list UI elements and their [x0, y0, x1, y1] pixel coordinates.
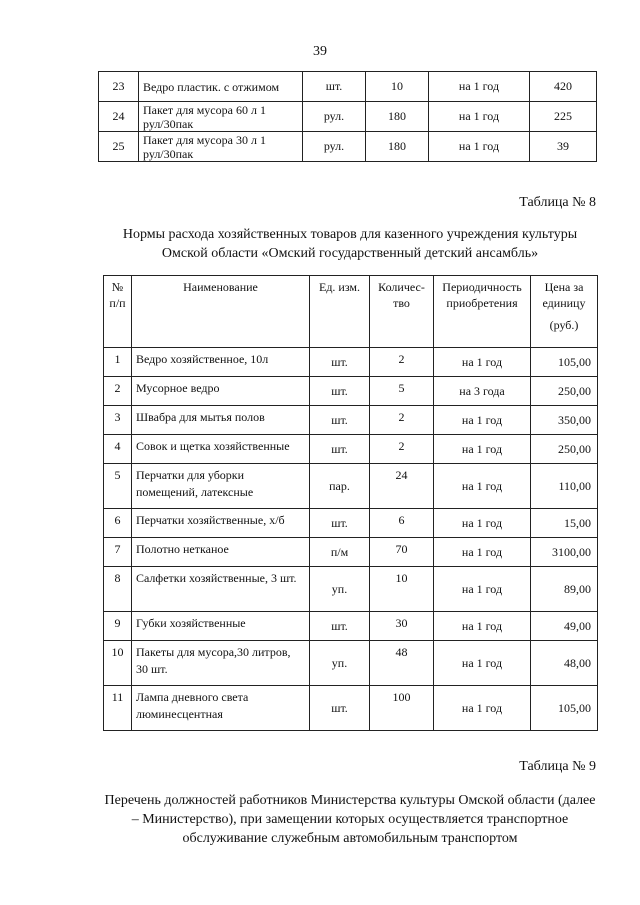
table-row [99, 132, 597, 162]
row-quantity: 180 [366, 102, 429, 132]
row-number: 5 [104, 464, 132, 509]
table8-header-row [104, 276, 598, 348]
row-price: 39 [530, 132, 597, 162]
row-name: Швабра для мытья полов [132, 406, 310, 435]
row-unit: шт. [303, 72, 366, 102]
table8-body [104, 348, 598, 731]
row-price: 350,00 [531, 406, 598, 435]
table-row [104, 435, 598, 464]
row-price: 89,00 [531, 567, 598, 612]
row-period: на 1 год [429, 132, 530, 162]
table8 [103, 275, 598, 731]
row-name: Ведро пластик. с отжимом [139, 72, 303, 102]
row-quantity: 180 [366, 132, 429, 162]
row-number: 7 [104, 538, 132, 567]
row-quantity: 2 [370, 406, 434, 435]
row-unit: пар. [310, 464, 370, 509]
row-quantity: 70 [370, 538, 434, 567]
table8-title: Нормы расхода хозяйственных товаров для казенного учреждения культуры Омской области «Омский государственный детский ансамбль» [122, 227, 578, 261]
row-name: Пакет для мусора 60 л 1 рул/30пак [139, 102, 303, 132]
row-name: Пакеты для мусора,30 литров, 30 шт. [132, 641, 310, 686]
previous-table-body [99, 72, 597, 162]
header-qty: Количес-тво [370, 276, 434, 348]
header-unit: Ед. изм. [310, 276, 370, 348]
header-name: Наименование [132, 276, 310, 348]
header-price [531, 276, 598, 348]
table8-label: Таблица № 8 [519, 195, 596, 210]
row-number: 2 [104, 377, 132, 406]
header-price-unit: (руб.) [549, 318, 579, 332]
row-number: 4 [104, 435, 132, 464]
row-period: на 1 год [434, 538, 531, 567]
row-number: 1 [104, 348, 132, 377]
row-name: Салфетки хозяйственные, 3 шт. [132, 567, 310, 612]
row-unit: рул. [303, 132, 366, 162]
table-row [104, 509, 598, 538]
row-name: Перчатки для уборки помещений, латексные [132, 464, 310, 509]
row-price: 225 [530, 102, 597, 132]
row-price: 110,00 [531, 464, 598, 509]
row-quantity: 100 [370, 686, 434, 731]
row-number: 8 [104, 567, 132, 612]
row-unit: п/м [310, 538, 370, 567]
row-unit: шт. [310, 509, 370, 538]
row-quantity: 48 [370, 641, 434, 686]
row-number: 25 [99, 132, 139, 162]
row-name: Лампа дневного света люминесцентная [132, 686, 310, 731]
row-period: на 1 год [434, 464, 531, 509]
table-row [104, 348, 598, 377]
row-quantity: 6 [370, 509, 434, 538]
table-row [99, 72, 597, 102]
row-name: Совок и щетка хозяйственные [132, 435, 310, 464]
row-period: на 3 года [434, 377, 531, 406]
row-quantity: 30 [370, 612, 434, 641]
row-price: 250,00 [531, 435, 598, 464]
row-quantity: 2 [370, 435, 434, 464]
row-period: на 1 год [434, 641, 531, 686]
row-period: на 1 год [434, 509, 531, 538]
row-number: 9 [104, 612, 132, 641]
row-unit: уп. [310, 641, 370, 686]
row-price: 420 [530, 72, 597, 102]
table-row [104, 612, 598, 641]
row-quantity: 2 [370, 348, 434, 377]
row-price: 3100,00 [531, 538, 598, 567]
row-quantity: 24 [370, 464, 434, 509]
row-name: Пакет для мусора 30 л 1 рул/30пак [139, 132, 303, 162]
row-name: Полотно нетканое [132, 538, 310, 567]
row-number: 23 [99, 72, 139, 102]
table-row [104, 641, 598, 686]
row-name: Перчатки хозяйственные, х/б [132, 509, 310, 538]
row-unit: шт. [310, 612, 370, 641]
row-period: на 1 год [429, 72, 530, 102]
table-row [104, 377, 598, 406]
table-row [104, 406, 598, 435]
table-row [99, 102, 597, 132]
previous-table [98, 71, 597, 162]
row-price: 15,00 [531, 509, 598, 538]
row-period: на 1 год [434, 435, 531, 464]
row-number: 10 [104, 641, 132, 686]
table-row [104, 686, 598, 731]
row-name: Мусорное ведро [132, 377, 310, 406]
row-price: 105,00 [531, 348, 598, 377]
row-unit: рул. [303, 102, 366, 132]
row-number: 6 [104, 509, 132, 538]
row-period: на 1 год [434, 406, 531, 435]
row-quantity: 5 [370, 377, 434, 406]
row-period: на 1 год [434, 686, 531, 731]
row-period: на 1 год [429, 102, 530, 132]
table-row [104, 464, 598, 509]
row-name: Ведро хозяйственное, 10л [132, 348, 310, 377]
row-price: 250,00 [531, 377, 598, 406]
row-unit: шт. [310, 686, 370, 731]
row-price: 48,00 [531, 641, 598, 686]
row-unit: шт. [310, 348, 370, 377]
table-row [104, 567, 598, 612]
row-number: 3 [104, 406, 132, 435]
header-period: Периодичность приобретения [434, 276, 531, 348]
row-quantity: 10 [366, 72, 429, 102]
table-row [104, 538, 598, 567]
page-number: 39 [313, 44, 327, 59]
table9-label: Таблица № 9 [519, 759, 596, 774]
header-price-label: Цена за единицу [542, 280, 586, 310]
row-period: на 1 год [434, 567, 531, 612]
row-unit: шт. [310, 377, 370, 406]
row-price: 49,00 [531, 612, 598, 641]
row-number: 24 [99, 102, 139, 132]
row-name: Губки хозяйственные [132, 612, 310, 641]
row-quantity: 10 [370, 567, 434, 612]
table9-title: Перечень должностей работников Министерства культуры Омской области (далее – Министерство), при замещении которых осуществляется транспортное обслуживание служебным автомобильным транспортом [104, 793, 596, 846]
row-unit: уп. [310, 567, 370, 612]
row-price: 105,00 [531, 686, 598, 731]
row-number: 11 [104, 686, 132, 731]
row-unit: шт. [310, 435, 370, 464]
row-period: на 1 год [434, 612, 531, 641]
row-unit: шт. [310, 406, 370, 435]
header-num: № п/п [104, 276, 132, 348]
row-period: на 1 год [434, 348, 531, 377]
